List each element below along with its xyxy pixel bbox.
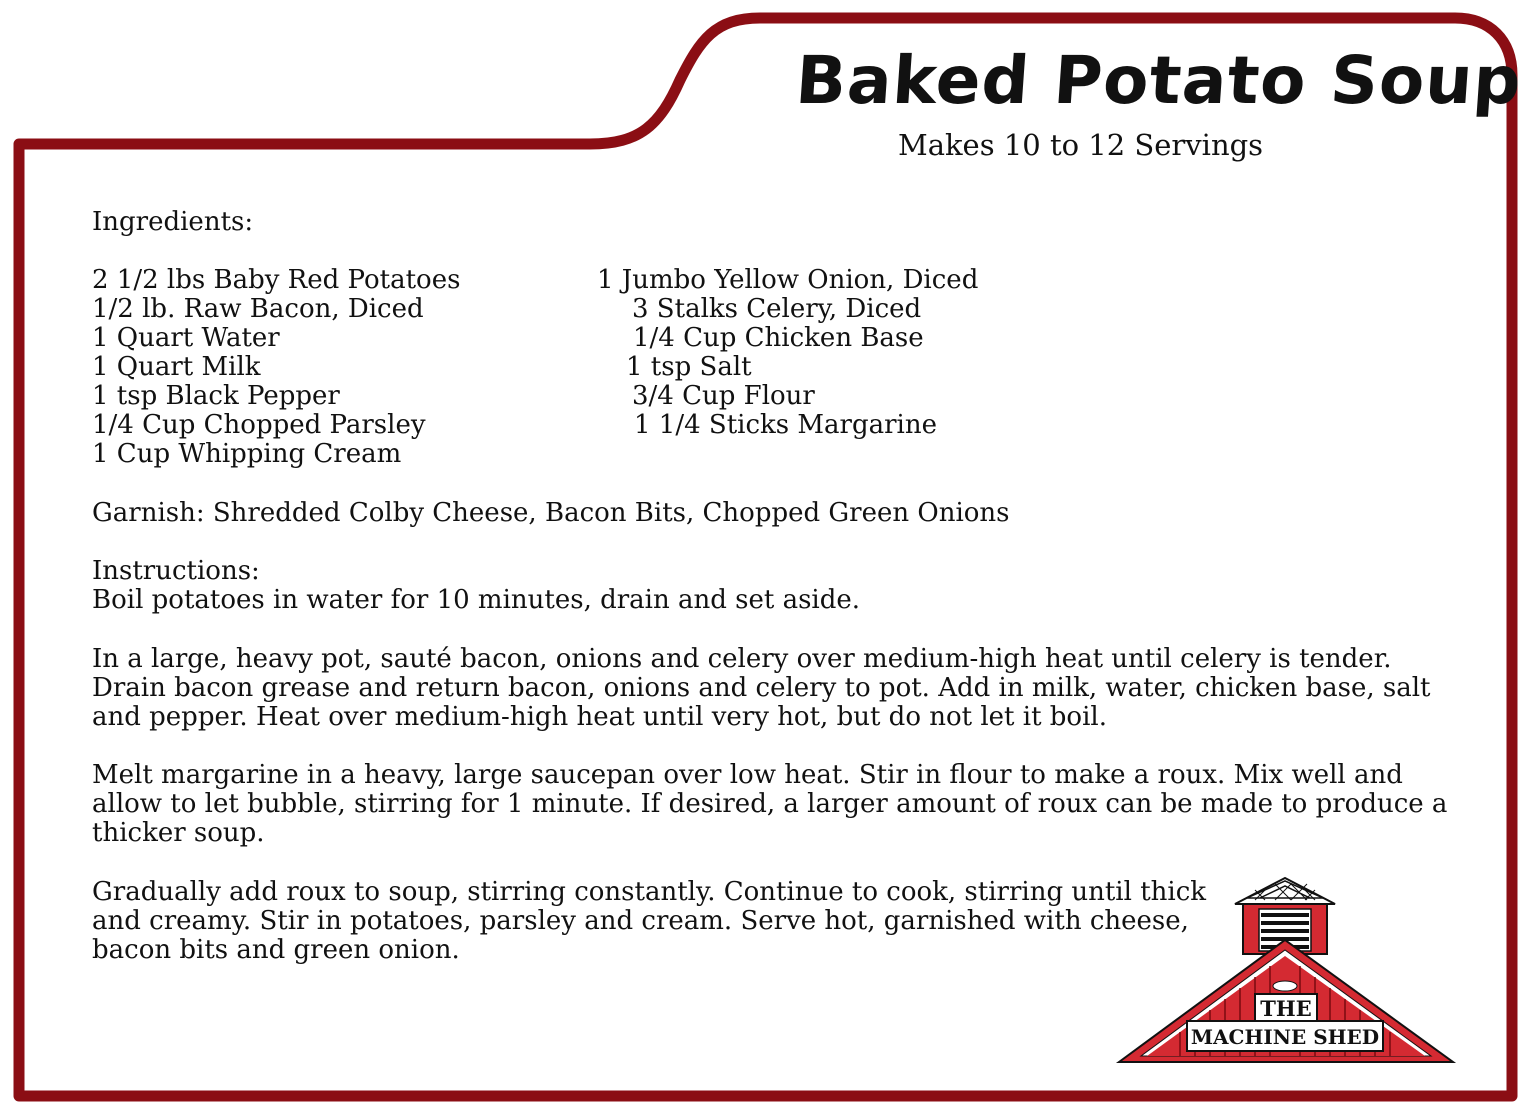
ingredient-item: 1/4 Cup Chicken Base xyxy=(633,323,924,353)
ingredient-item: 1 Cup Whipping Cream xyxy=(92,439,402,469)
ingredient-item: 1 Quart Milk xyxy=(92,352,261,382)
ingredient-item: 3/4 Cup Flour xyxy=(632,381,815,411)
instruction-step: Boil potatoes in water for 10 minutes, drain and set aside. xyxy=(92,585,861,615)
recipe-title: Baked Potato Soup xyxy=(793,42,1525,119)
instruction-step: In a large, heavy pot, sauté bacon, onions and celery over medium-high heat until celery is tender. Drain bacon grease and return bacon, onions and celery to pot. Add in milk, water, chicken base, salt and pepper. Heat over medium-high heat until very hot, but do not let it boil. xyxy=(92,644,1431,732)
ingredient-item: 1 Jumbo Yellow Onion, Diced xyxy=(597,265,979,295)
ingredient-item: 1/4 Cup Chopped Parsley xyxy=(92,410,426,440)
instructions-heading: Instructions: xyxy=(92,556,260,586)
garnish-text: Garnish: Shredded Colby Cheese, Bacon Bits, Chopped Green Onions xyxy=(92,498,1010,528)
instruction-step: Melt margarine in a heavy, large saucepan over low heat. Stir in flour to make a roux. Mix well and allow to let bubble, stirring for 1 minute. If desired, a larger amount of roux can be made to produce a thicker soup. xyxy=(92,760,1448,848)
logo-text-machine-shed: MACHINE SHED xyxy=(1190,1025,1380,1049)
logo-text-the: THE xyxy=(1260,996,1312,1021)
ingredient-item: 1 1/4 Sticks Margarine xyxy=(634,410,937,440)
ingredient-item: 1/2 lb. Raw Bacon, Diced xyxy=(92,294,424,324)
ingredient-item: 1 Quart Water xyxy=(92,323,280,353)
instruction-step: Gradually add roux to soup, stirring constantly. Continue to cook, stirring until thick and creamy. Stir in potatoes, parsley and cream. Serve hot, garnished with cheese, bacon bits and green onion. xyxy=(92,877,1207,965)
servings-text: Makes 10 to 12 Servings xyxy=(898,128,1264,162)
ingredients-heading: Ingredients: xyxy=(92,207,254,237)
ingredient-item: 1 tsp Black Pepper xyxy=(92,381,340,411)
ingredient-item: 3 Stalks Celery, Diced xyxy=(632,294,922,324)
ingredient-item: 2 1/2 lbs Baby Red Potatoes xyxy=(92,265,461,295)
machine-shed-logo xyxy=(1115,876,1460,1066)
cupola-roof xyxy=(1235,878,1335,904)
ingredient-item: 1 tsp Salt xyxy=(626,352,752,382)
